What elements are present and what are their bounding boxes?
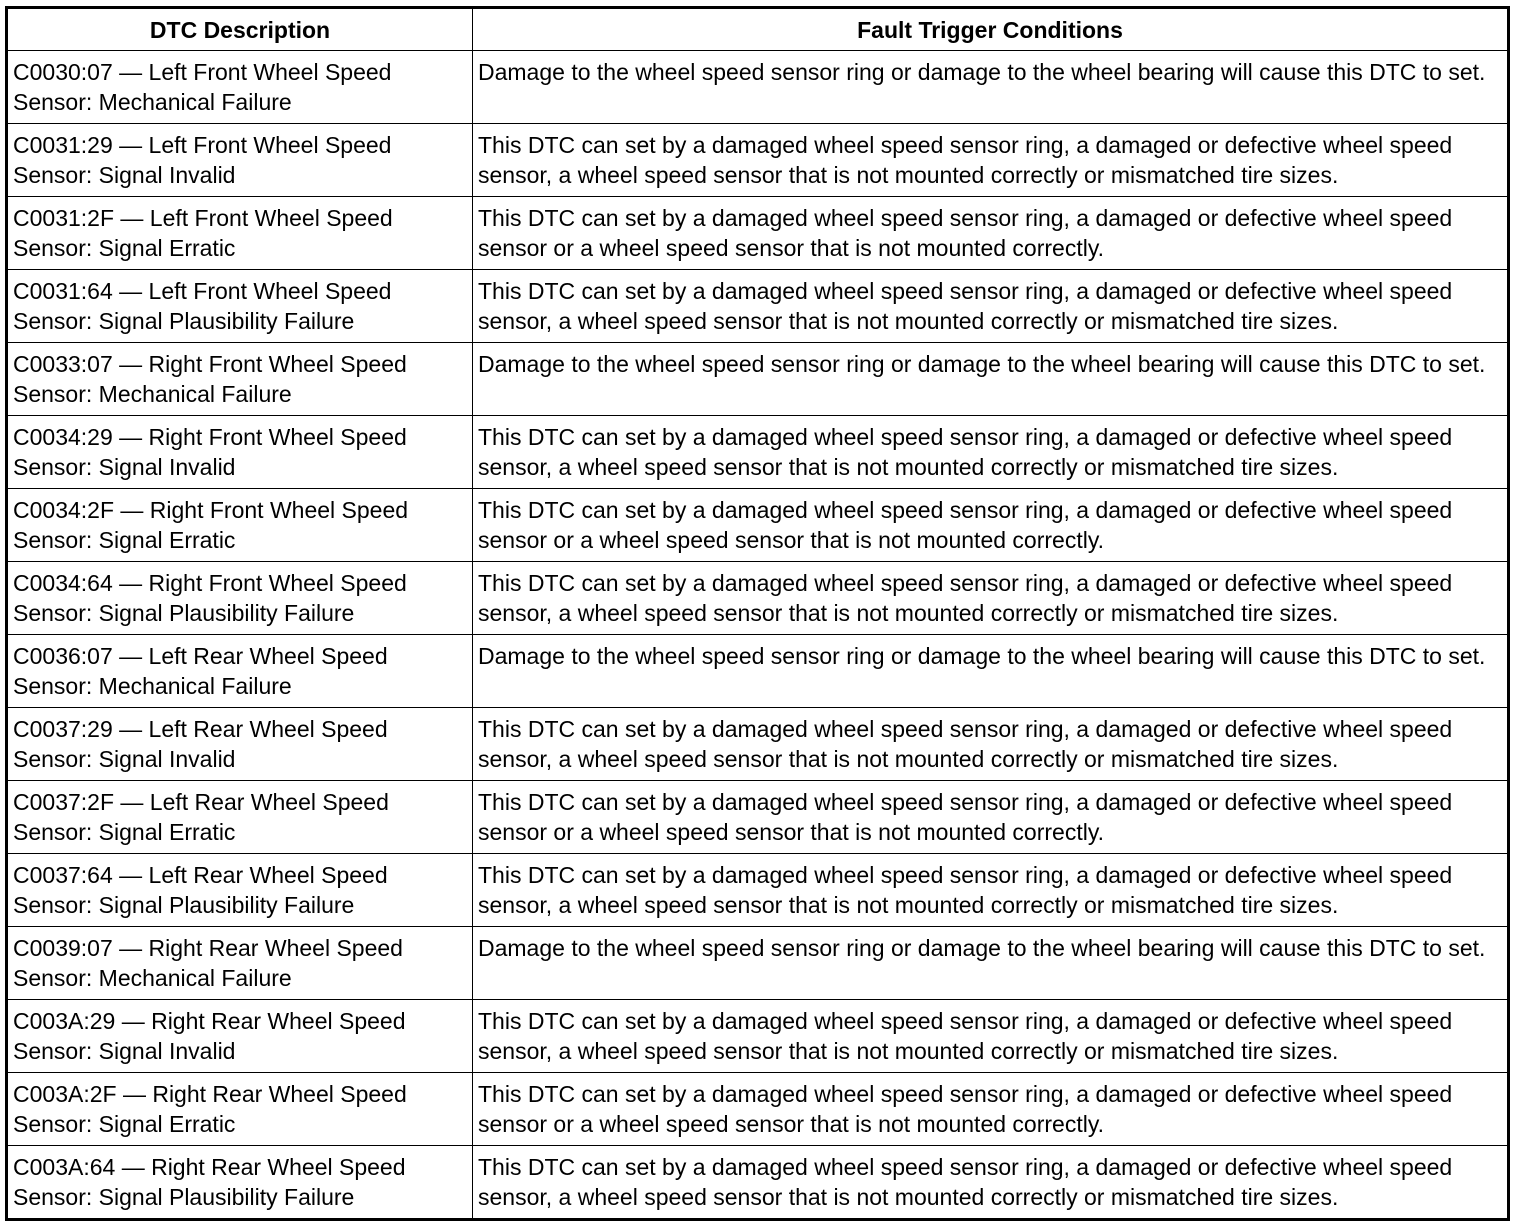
dtc-description-cell: C0034:2F — Right Front Wheel Speed Sensor: Signal Erratic [7,489,473,562]
table-row [7,1146,1509,1220]
table-row [7,1073,1509,1146]
fault-trigger-cell: This DTC can set by a damaged wheel speed sensor ring, a damaged or defective wheel speed sensor, a wheel speed sensor that is not mounted correctly or mismatched tire sizes. [473,1146,1509,1220]
dtc-table [5,6,1510,1221]
fault-trigger-cell: This DTC can set by a damaged wheel speed sensor ring, a damaged or defective wheel speed sensor, a wheel speed sensor that is not mounted correctly or mismatched tire sizes. [473,416,1509,489]
dtc-description-cell: C0036:07 — Left Rear Wheel Speed Sensor: Mechanical Failure [7,635,473,708]
fault-trigger-cell: This DTC can set by a damaged wheel speed sensor ring, a damaged or defective wheel speed sensor or a wheel speed sensor that is not mounted correctly. [473,781,1509,854]
table-row [7,854,1509,927]
fault-trigger-cell: This DTC can set by a damaged wheel speed sensor ring, a damaged or defective wheel speed sensor, a wheel speed sensor that is not mounted correctly or mismatched tire sizes. [473,124,1509,197]
fault-trigger-cell: This DTC can set by a damaged wheel speed sensor ring, a damaged or defective wheel speed sensor or a wheel speed sensor that is not mounted correctly. [473,197,1509,270]
table-row [7,197,1509,270]
fault-trigger-cell: This DTC can set by a damaged wheel speed sensor ring, a damaged or defective wheel speed sensor or a wheel speed sensor that is not mounted correctly. [473,489,1509,562]
dtc-description-cell: C0039:07 — Right Rear Wheel Speed Sensor: Mechanical Failure [7,927,473,1000]
dtc-description-cell: C0037:2F — Left Rear Wheel Speed Sensor: Signal Erratic [7,781,473,854]
header-fault-trigger-conditions: Fault Trigger Conditions [473,8,1509,51]
table-row [7,927,1509,1000]
dtc-description-cell: C0030:07 — Left Front Wheel Speed Sensor: Mechanical Failure [7,51,473,124]
header-dtc-description: DTC Description [7,8,473,51]
dtc-description-cell: C0031:29 — Left Front Wheel Speed Sensor: Signal Invalid [7,124,473,197]
fault-trigger-cell: This DTC can set by a damaged wheel speed sensor ring, a damaged or defective wheel speed sensor, a wheel speed sensor that is not mounted correctly or mismatched tire sizes. [473,562,1509,635]
table-row [7,562,1509,635]
fault-trigger-cell: Damage to the wheel speed sensor ring or damage to the wheel bearing will cause this DTC to set. [473,343,1509,416]
table-row [7,270,1509,343]
table-header [7,8,1509,51]
table-row [7,51,1509,124]
dtc-description-cell: C0031:64 — Left Front Wheel Speed Sensor: Signal Plausibility Failure [7,270,473,343]
table-row [7,416,1509,489]
table-row [7,343,1509,416]
fault-trigger-cell: Damage to the wheel speed sensor ring or damage to the wheel bearing will cause this DTC to set. [473,51,1509,124]
dtc-description-cell: C0033:07 — Right Front Wheel Speed Sensor: Mechanical Failure [7,343,473,416]
fault-trigger-cell: Damage to the wheel speed sensor ring or damage to the wheel bearing will cause this DTC to set. [473,635,1509,708]
table-row [7,635,1509,708]
table-body [7,51,1509,1220]
fault-trigger-cell: This DTC can set by a damaged wheel speed sensor ring, a damaged or defective wheel speed sensor, a wheel speed sensor that is not mounted correctly or mismatched tire sizes. [473,708,1509,781]
dtc-description-cell: C0034:29 — Right Front Wheel Speed Sensor: Signal Invalid [7,416,473,489]
table-row [7,781,1509,854]
dtc-description-cell: C0037:64 — Left Rear Wheel Speed Sensor: Signal Plausibility Failure [7,854,473,927]
dtc-description-cell: C003A:2F — Right Rear Wheel Speed Sensor: Signal Erratic [7,1073,473,1146]
fault-trigger-cell: This DTC can set by a damaged wheel speed sensor ring, a damaged or defective wheel speed sensor, a wheel speed sensor that is not mounted correctly or mismatched tire sizes. [473,270,1509,343]
dtc-description-cell: C003A:64 — Right Rear Wheel Speed Sensor: Signal Plausibility Failure [7,1146,473,1220]
dtc-description-cell: C003A:29 — Right Rear Wheel Speed Sensor: Signal Invalid [7,1000,473,1073]
dtc-description-cell: C0031:2F — Left Front Wheel Speed Sensor: Signal Erratic [7,197,473,270]
table-row [7,708,1509,781]
table-row [7,1000,1509,1073]
fault-trigger-cell: This DTC can set by a damaged wheel speed sensor ring, a damaged or defective wheel speed sensor, a wheel speed sensor that is not mounted correctly or mismatched tire sizes. [473,1000,1509,1073]
header-row [7,8,1509,51]
dtc-description-cell: C0037:29 — Left Rear Wheel Speed Sensor: Signal Invalid [7,708,473,781]
fault-trigger-cell: This DTC can set by a damaged wheel speed sensor ring, a damaged or defective wheel speed sensor or a wheel speed sensor that is not mounted correctly. [473,1073,1509,1146]
fault-trigger-cell: This DTC can set by a damaged wheel speed sensor ring, a damaged or defective wheel speed sensor, a wheel speed sensor that is not mounted correctly or mismatched tire sizes. [473,854,1509,927]
table-row [7,489,1509,562]
table-row [7,124,1509,197]
fault-trigger-cell: Damage to the wheel speed sensor ring or damage to the wheel bearing will cause this DTC to set. [473,927,1509,1000]
dtc-description-cell: C0034:64 — Right Front Wheel Speed Sensor: Signal Plausibility Failure [7,562,473,635]
